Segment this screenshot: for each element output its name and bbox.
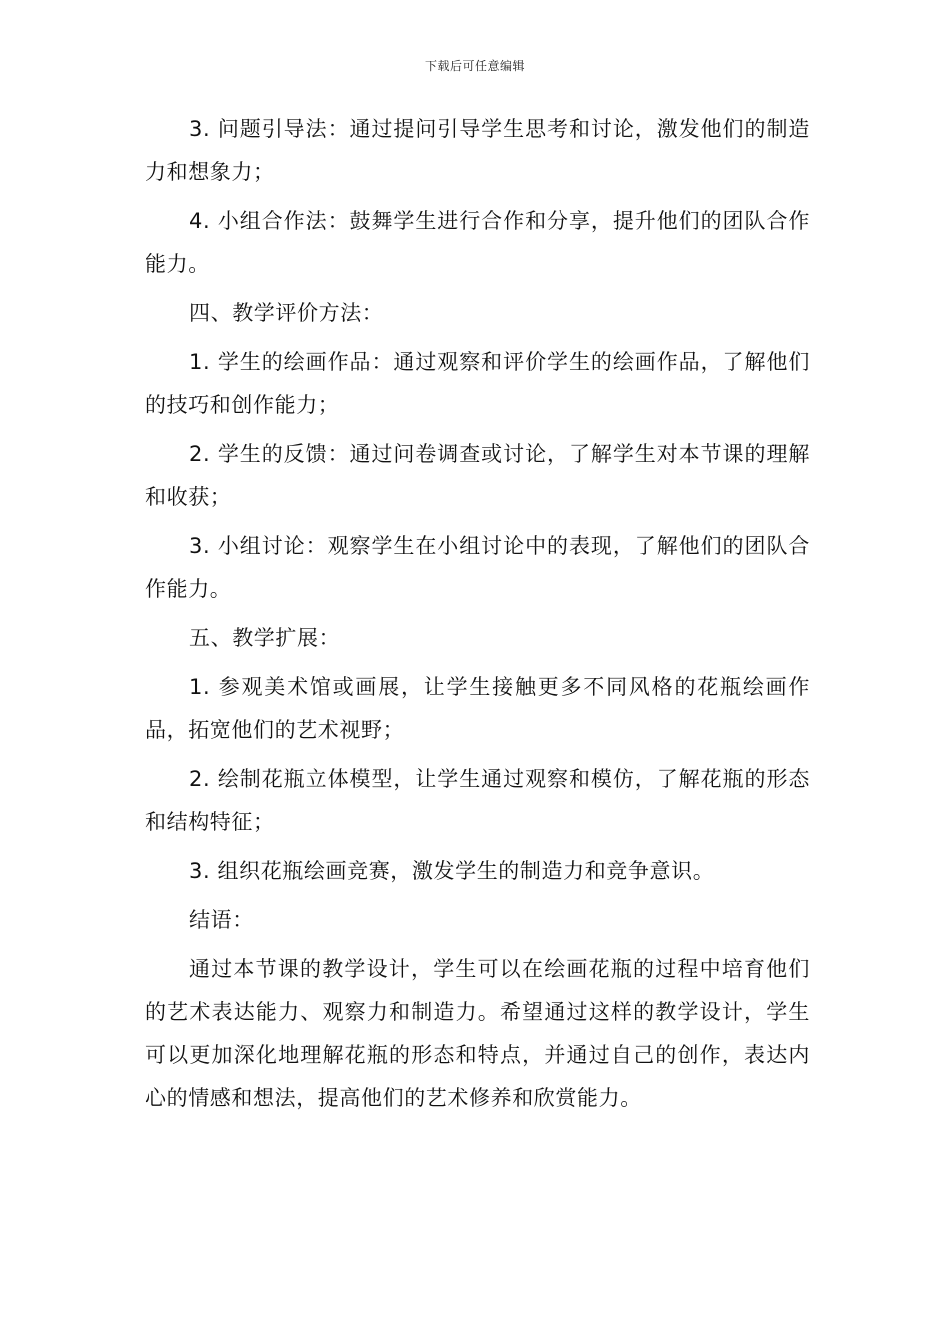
- paragraph-evaluation-3: 3. 小组讨论：观察学生在小组讨论中的表现，了解他们的团队合作能力。: [145, 534, 810, 601]
- section-heading-extension: 五、教学扩展：: [189, 626, 341, 650]
- paragraph-evaluation-2: 2. 学生的反馈：通过问卷调查或讨论，了解学生对本节课的理解和收获；: [145, 442, 810, 509]
- paragraph-method-3: 3. 问题引导法：通过提问引导学生思考和讨论，激发他们的制造力和想象力；: [145, 117, 810, 184]
- section-heading-conclusion: 结语：: [189, 908, 254, 932]
- paragraph-extension-2: 2. 绘制花瓶立体模型，让学生通过观察和模仿，了解花瓶的形态和结构特征；: [145, 767, 810, 834]
- page-header: 下载后可任意编辑: [424, 59, 525, 73]
- paragraph-method-4: 4. 小组合作法：鼓舞学生进行合作和分享，提升他们的团队合作能力。: [145, 209, 810, 276]
- paragraph-conclusion: 通过本节课的教学设计，学生可以在绘画花瓶的过程中培育他们的艺术表达能力、观察力和制造力。希望通过这样的教学设计，学生可以更加深化地理解花瓶的形态和特点，并通过自己的创作，表达内心的情感和想法，提高他们的艺术修养和欣赏能力。: [145, 957, 810, 1110]
- paragraph-extension-3: 3. 组织花瓶绘画竞赛，激发学生的制造力和竞争意识。: [189, 859, 715, 883]
- paragraph-evaluation-1: 1. 学生的绘画作品：通过观察和评价学生的绘画作品，了解他们的技巧和创作能力；: [145, 350, 810, 417]
- document-body: [145, 108, 810, 1126]
- paragraph-extension-1: 1. 参观美术馆或画展，让学生接触更多不同风格的花瓶绘画作品，拓宽他们的艺术视野；: [145, 675, 810, 742]
- section-heading-evaluation: 四、教学评价方法：: [189, 301, 384, 325]
